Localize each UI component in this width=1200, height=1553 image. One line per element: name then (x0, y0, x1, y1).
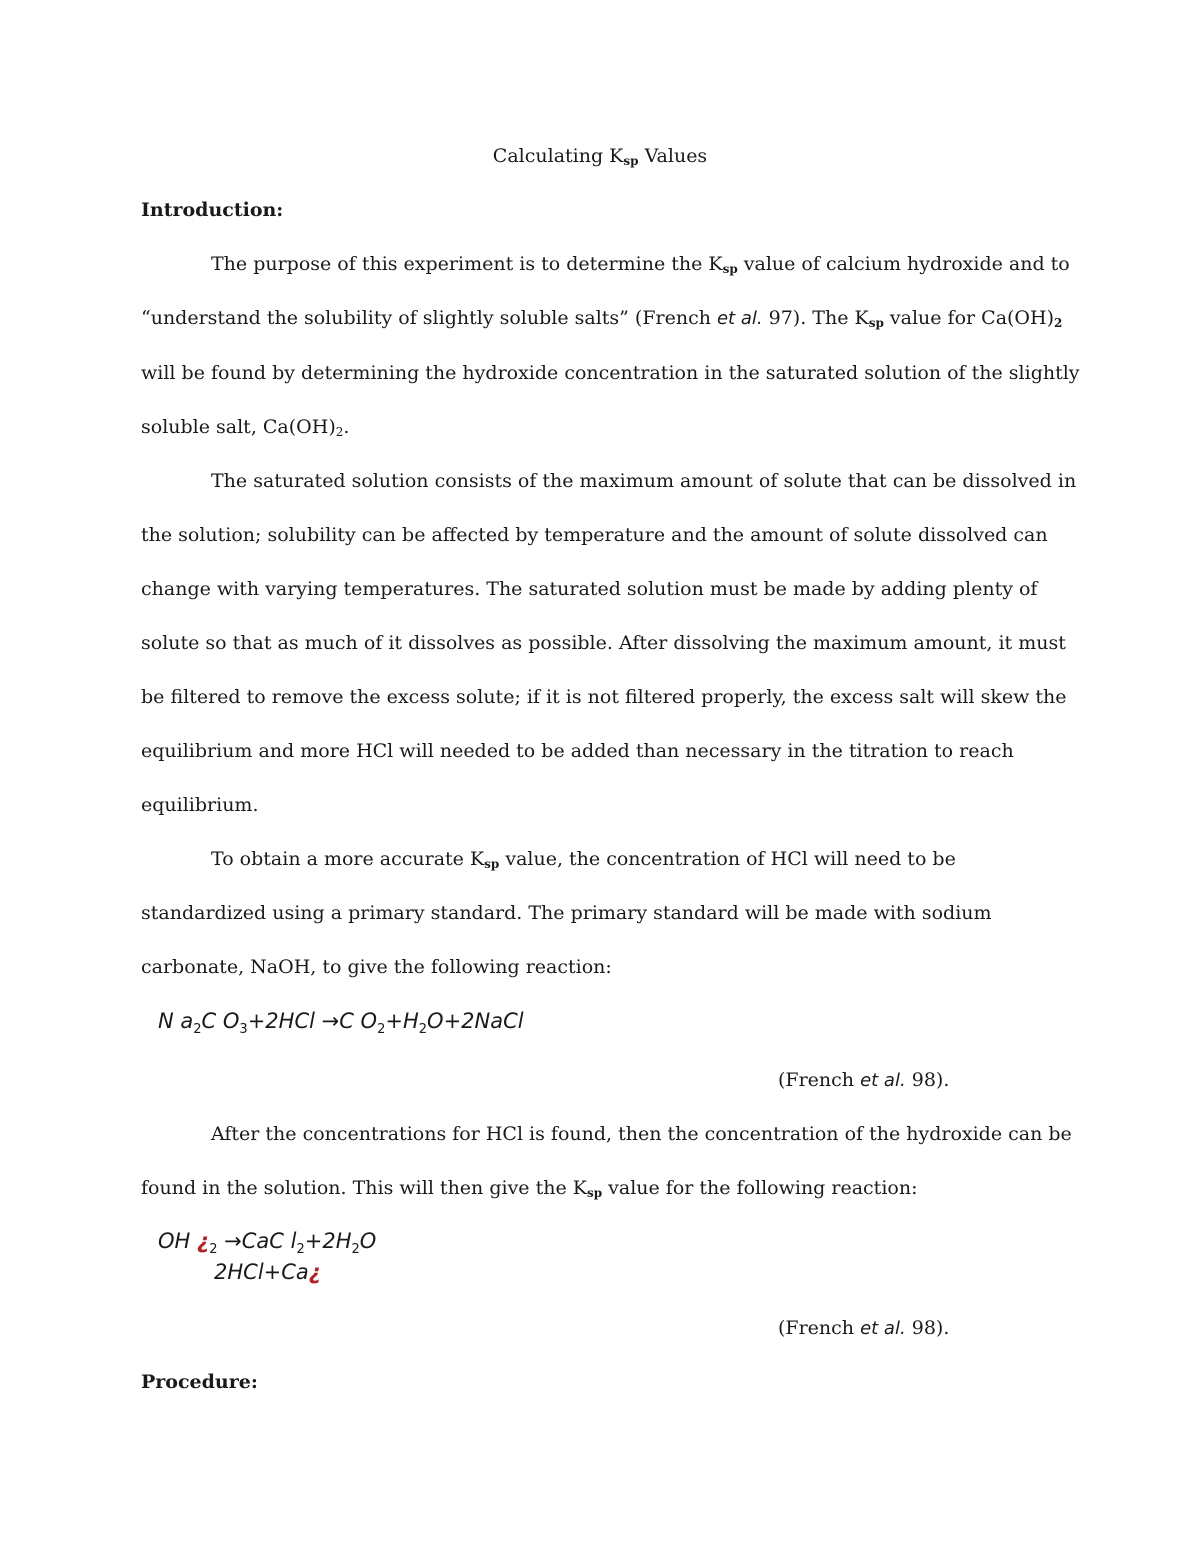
intro-paragraph-4: After the concentrations for HCl is found, then the concentration of the hydroxide can be found in the solution. This will then give the $K_{sp}$ value for the following reaction: (141, 1123, 1072, 1200)
equation-sodium-carbonate: N $a_2C$ $O_3+2HCl \to C$ $O_2+H_2O+2NaCl$ (158, 1009, 524, 1037)
intro-paragraph-2: The saturated solution consists of the maximum amount of solute that can be dissolved in the solution; solubility can be affected by temperature and the amount of solute dissolved can change with varying temperatures. The saturated solution must be made by adding plenty of solute so that as much of it dissolves as possible. After dissolving the maximum amount, it must be filtered to remove the excess solute; if it is not filtered properly, the excess salt will skew the equilibrium and more HCl will needed to be added than necessary in the titration to reach equilibrium. (141, 470, 1077, 816)
page-title: Calculating $K_{sp}$ Values (492, 145, 708, 168)
equation-calcium-chloride-line-1: OH ¿$_2 \to CaC$ $l_2+2H_2O$ (158, 1229, 377, 1257)
intro-paragraph-3: To obtain a more accurate $K_{sp}$ value, the concentration of HCl will need to be standardized using a primary standard. The primary standard will be made with sodium carbonate, NaOH, to give the following reaction: (141, 848, 992, 978)
citation-french-98-a: (French et al. 98). (778, 1069, 950, 1091)
citation-french-98-b: (French et al. 98). (778, 1317, 950, 1339)
equation-calcium-chloride-line-2: 2HCl+Ca¿ (214, 1260, 321, 1284)
intro-paragraph-1: The purpose of this experiment is to determine the $K_{sp}$ value of calcium hydroxide and to “understand the solubility of slightly soluble salts” (French et al. 97). The $K_{sp}$ value for $Ca(OH)_2$ will be found by determining the hydroxide concentration in the saturated solution of the slightly soluble salt, $Ca(OH)_2$. (141, 253, 1080, 439)
introduction-heading: Introduction: (141, 199, 284, 221)
procedure-heading: Procedure: (141, 1371, 258, 1393)
